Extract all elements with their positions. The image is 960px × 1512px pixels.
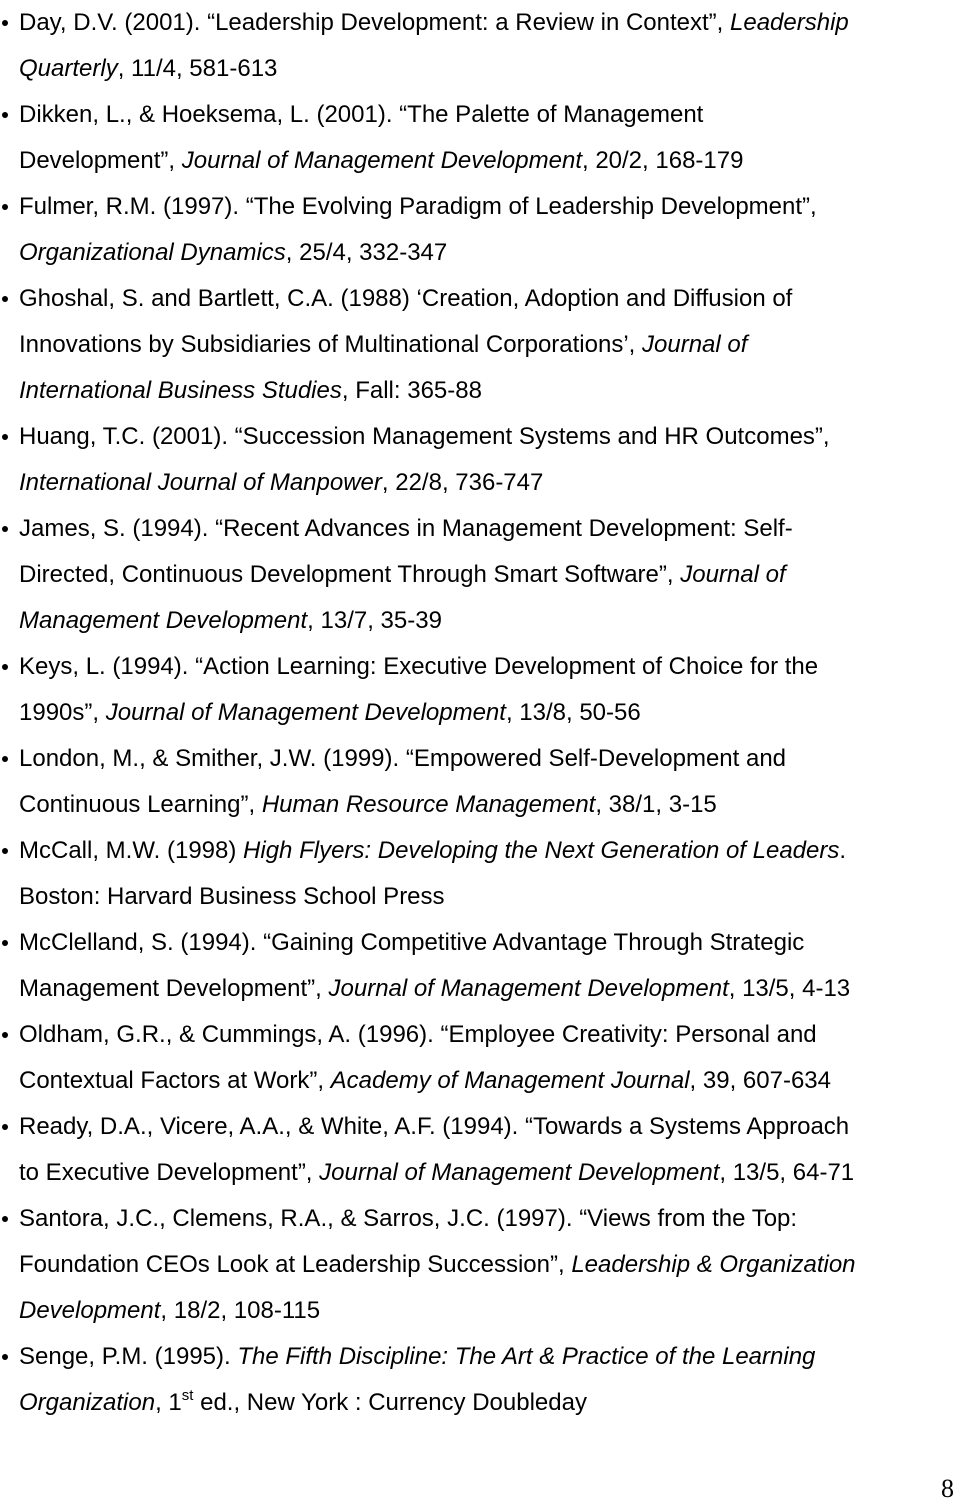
- reference-text: , 22/8, 736-747: [381, 469, 544, 496]
- reference-entry: [0, 736, 960, 828]
- reference-text: Fulmer, R.M. (1997). “The Evolving Paradigm of Leadership Development”,: [19, 193, 817, 220]
- reference-entry: [0, 1104, 960, 1196]
- reference-text: Innovations by Subsidiaries of Multinational Corporations’,: [19, 331, 643, 358]
- reference-text: 1990s”,: [19, 699, 106, 726]
- reference-text: Directed, Continuous Development Through Smart Software”,: [19, 561, 681, 588]
- reference-italic-title: Journal of Management Development: [105, 699, 506, 726]
- reference-text: Continuous Learning”,: [19, 791, 262, 818]
- reference-line: [19, 1150, 956, 1196]
- bullet-icon: [2, 1354, 8, 1360]
- reference-line: [19, 1196, 956, 1242]
- reference-italic-title: International Journal of Manpower: [19, 469, 382, 496]
- reference-line: [19, 828, 956, 874]
- reference-text: , 13/5, 4-13: [728, 975, 851, 1002]
- reference-italic-title: Organizational Dynamics: [19, 239, 286, 266]
- reference-text: , 25/4, 332-347: [285, 239, 448, 266]
- reference-entry: [0, 506, 960, 644]
- reference-line: [19, 644, 956, 690]
- reference-italic-title: Academy of Management Journal: [330, 1067, 690, 1094]
- reference-line: [19, 1334, 956, 1380]
- reference-text: , 13/5, 64-71: [719, 1159, 855, 1186]
- reference-text: Boston: Harvard Business School Press: [19, 883, 445, 910]
- reference-entry: [0, 1012, 960, 1104]
- reference-italic-title: International Business Studies: [19, 377, 342, 404]
- reference-line: [19, 598, 956, 644]
- reference-italic-title: Development: [19, 1297, 161, 1324]
- reference-line: [19, 1104, 956, 1150]
- reference-text: Santora, J.C., Clemens, R.A., & Sarros, J.C. (1997). “Views from the Top:: [19, 1205, 798, 1232]
- reference-text: McCall, M.W. (1998): [19, 837, 244, 864]
- bullet-icon: [2, 848, 8, 854]
- reference-line: [19, 966, 956, 1012]
- reference-line: [19, 230, 956, 276]
- reference-text: , 38/1, 3-15: [595, 791, 717, 818]
- bullet-icon: [2, 526, 8, 532]
- reference-text: .: [839, 837, 847, 864]
- reference-text: Oldham, G.R., & Cummings, A. (1996). “Employee Creativity: Personal and: [19, 1021, 817, 1048]
- bullet-icon: [2, 204, 8, 210]
- reference-text: Dikken, L., & Hoeksema, L. (2001). “The Palette of Management: [19, 101, 704, 128]
- reference-line: [19, 920, 956, 966]
- reference-line: [19, 138, 956, 184]
- reference-entry: [0, 1334, 960, 1426]
- reference-line: [19, 782, 956, 828]
- reference-text: Contextual Factors at Work”,: [19, 1067, 331, 1094]
- reference-italic-title: Journal of: [680, 561, 786, 588]
- reference-line: [19, 46, 956, 92]
- reference-entry: [0, 184, 960, 276]
- reference-italic-title: Quarterly: [19, 55, 118, 82]
- bullet-icon: [2, 1124, 8, 1130]
- reference-italic-title: Leadership & Organization: [571, 1251, 856, 1278]
- reference-italic-title: Journal of: [642, 331, 748, 358]
- reference-text: , 13/8, 50-56: [505, 699, 641, 726]
- reference-text: McClelland, S. (1994). “Gaining Competitive Advantage Through Strategic: [19, 929, 805, 956]
- reference-italic-title: Journal of Management Development: [328, 975, 729, 1002]
- reference-line: [19, 506, 956, 552]
- reference-text: London, M., & Smither, J.W. (1999). “Empowered Self-Development and: [19, 745, 787, 772]
- reference-line: [19, 322, 956, 368]
- reference-text: Huang, T.C. (2001). “Succession Management Systems and HR Outcomes”,: [19, 423, 830, 450]
- bullet-icon: [2, 664, 8, 670]
- reference-line: [19, 736, 956, 782]
- reference-entry: [0, 920, 960, 1012]
- bullet-icon: [2, 940, 8, 946]
- bullet-icon: [2, 1216, 8, 1222]
- reference-line: [19, 552, 956, 598]
- reference-text: , 11/4, 581-613: [117, 55, 278, 82]
- bullet-icon: [2, 296, 8, 302]
- ordinal-superscript: st: [181, 1387, 194, 1404]
- reference-italic-title: Journal of Management Development: [181, 147, 582, 174]
- reference-text: Foundation CEOs Look at Leadership Succession”,: [19, 1251, 572, 1278]
- reference-text: Development”,: [19, 147, 182, 174]
- reference-text: to Executive Development”,: [19, 1159, 320, 1186]
- reference-italic-title: High Flyers: Developing the Next Generation of Leaders: [243, 837, 840, 864]
- reference-text: Senge, P.M. (1995).: [19, 1343, 238, 1370]
- reference-text: Keys, L. (1994). “Action Learning: Executive Development of Choice for the: [19, 653, 819, 680]
- bullet-icon: [2, 20, 8, 26]
- reference-entry: [0, 644, 960, 736]
- reference-line: [19, 92, 956, 138]
- reference-text: , 13/7, 35-39: [307, 607, 442, 634]
- reference-text: , 20/2, 168-179: [581, 147, 744, 174]
- reference-entry: [0, 276, 960, 414]
- reference-line: [19, 1288, 956, 1334]
- bullet-icon: [2, 756, 8, 762]
- reference-text: , 39, 607-634: [689, 1067, 831, 1094]
- reference-line: [19, 414, 956, 460]
- reference-text: , Fall: 365-88: [341, 377, 482, 404]
- reference-italic-title: The Fifth Discipline: The Art & Practice of the Learning: [237, 1343, 816, 1370]
- reference-entry: [0, 414, 960, 506]
- reference-line: [19, 0, 956, 46]
- reference-line: [19, 276, 956, 322]
- reference-entry: [0, 1196, 960, 1334]
- bullet-icon: [2, 112, 8, 118]
- bullet-icon: [2, 434, 8, 440]
- reference-text: , 18/2, 108-115: [160, 1297, 321, 1324]
- reference-line: [19, 1012, 956, 1058]
- reference-text: Management Development”,: [19, 975, 329, 1002]
- reference-italic-title: Leadership: [730, 9, 849, 36]
- bullet-icon: [2, 1032, 8, 1038]
- reference-text: James, S. (1994). “Recent Advances in Management Development: Self-: [19, 515, 793, 542]
- reference-entry: [0, 828, 960, 920]
- reference-italic-title: Organization: [19, 1389, 156, 1416]
- reference-italic-title: Journal of Management Development: [319, 1159, 720, 1186]
- reference-text: , 1: [155, 1389, 182, 1416]
- reference-text: Ready, D.A., Vicere, A.A., & White, A.F. (1994). “Towards a Systems Approach: [19, 1113, 850, 1140]
- page-number: 8: [941, 1474, 954, 1503]
- reference-line: [19, 1242, 956, 1288]
- reference-line: [19, 368, 956, 414]
- reference-text: Day, D.V. (2001). “Leadership Development: a Review in Context”,: [19, 9, 731, 36]
- reference-line: [19, 1380, 956, 1426]
- reference-text: Ghoshal, S. and Bartlett, C.A. (1988) ‘Creation, Adoption and Diffusion of: [19, 285, 793, 312]
- reference-line: [19, 184, 956, 230]
- reference-line: [19, 874, 956, 920]
- reference-entry: [0, 92, 960, 184]
- reference-line: [19, 460, 956, 506]
- reference-line: [19, 690, 956, 736]
- reference-line: [19, 1058, 956, 1104]
- reference-italic-title: Human Resource Management: [261, 791, 596, 818]
- reference-text: ed., New York : Currency Doubleday: [193, 1389, 587, 1416]
- reference-entry: [0, 0, 960, 92]
- reference-italic-title: Management Development: [19, 607, 308, 634]
